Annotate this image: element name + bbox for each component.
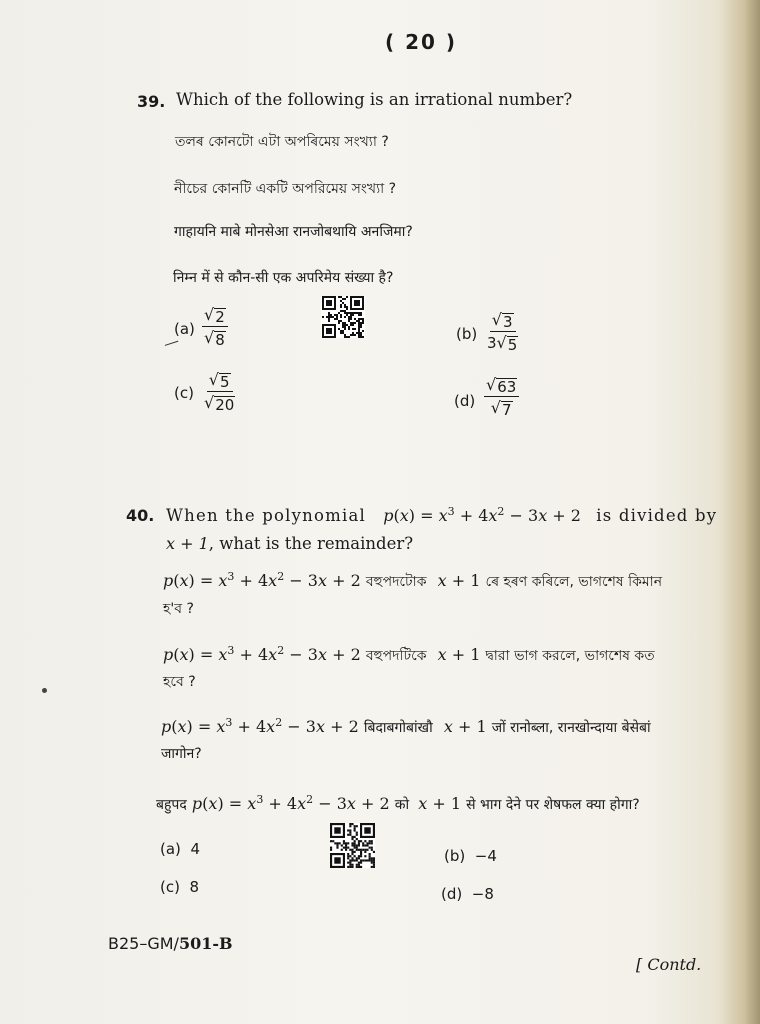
- question-40-assamese: $p(x) = x^3 + 4x^2 - 3x + 2$ বহুপদটোক x + 1 ৰে হৰণ কৰিলে, ভাগশেষ কিমান: [163, 570, 663, 590]
- question-39-number: 39.: [137, 92, 166, 111]
- q39-option-a-label: (a): [174, 320, 195, 338]
- q40-option-c: (c) 8: [160, 878, 200, 896]
- question-40-bengali: $p(x) = x^3 + 4x^2 - 3x + 2$ বহুপদটিকে x + 1 দ্বারা ভাগ করলে, ভাগশেষ কত: [163, 644, 655, 664]
- continued-note: [ Contd.: [636, 955, 702, 974]
- question-39-assamese: তলৰ কোনটো এটা অপৰিমেয় সংখ্যা ?: [175, 134, 389, 150]
- q39-option-d-label: (d): [454, 392, 476, 410]
- q40-option-a: (a) 4: [160, 840, 200, 858]
- q39-option-c-label: (c): [174, 384, 194, 402]
- page-number: ( 20 ): [385, 30, 458, 54]
- question-40-english-line1: When the polynomial $p(x) = x^3 + 4x^2 - 3x + 2$ is divided by: [166, 505, 718, 525]
- qr-code-icon-2: [330, 823, 375, 868]
- question-40-bodo: $p(x) = x^3 + 4x^2 - 3x + 2$ बिदाबगोबांखौ x + 1 जों रानोब्ला, रानखोन्दाया बेसेबां: [161, 716, 651, 736]
- question-40-english-line2: x + 1, what is the remainder?: [166, 534, 414, 553]
- q40-option-d: (d) −8: [441, 885, 494, 903]
- q39-option-c-fraction: √ 5 √ 20: [204, 370, 235, 414]
- q40-option-b: (b) −4: [444, 847, 497, 865]
- page-edge-shadow: [720, 0, 760, 1024]
- question-40-assamese-line2: হ'ব ?: [163, 601, 194, 617]
- stray-mark: [42, 688, 47, 693]
- q39-option-b-label: (b): [456, 325, 478, 343]
- paper-code: B25–GM/501-B: [108, 934, 233, 953]
- q39-option-d-fraction: √ 63 √ 7: [484, 375, 519, 418]
- q39-option-a-fraction: √ 2 √ 8: [202, 305, 228, 348]
- question-39-bodo: गाहायनि माबे मोनसेआ रानजोबथायि अनजिमा?: [174, 224, 413, 240]
- question-40-bodo-line2: जागोन?: [161, 746, 202, 762]
- question-40-bengali-line2: হবে ?: [163, 674, 196, 690]
- question-39-bengali: নীচের কোনটি একটি অপরিমেয় সংখ্যা ?: [174, 181, 397, 197]
- question-39-hindi: निम्न में से कौन-सी एक अपरिमेय संख्या है?: [173, 270, 394, 286]
- qr-code-icon: [321, 296, 365, 338]
- question-39-english: Which of the following is an irrational number?: [176, 90, 573, 109]
- question-40-hindi: बहुपद $p(x) = x^3 + 4x^2 - 3x + 2$ को x + 1 से भाग देने पर शेषफल क्या होगा?: [156, 793, 640, 813]
- q39-option-b-fraction: √ 3 3 √ 5: [487, 310, 518, 354]
- question-40-number: 40.: [126, 506, 155, 525]
